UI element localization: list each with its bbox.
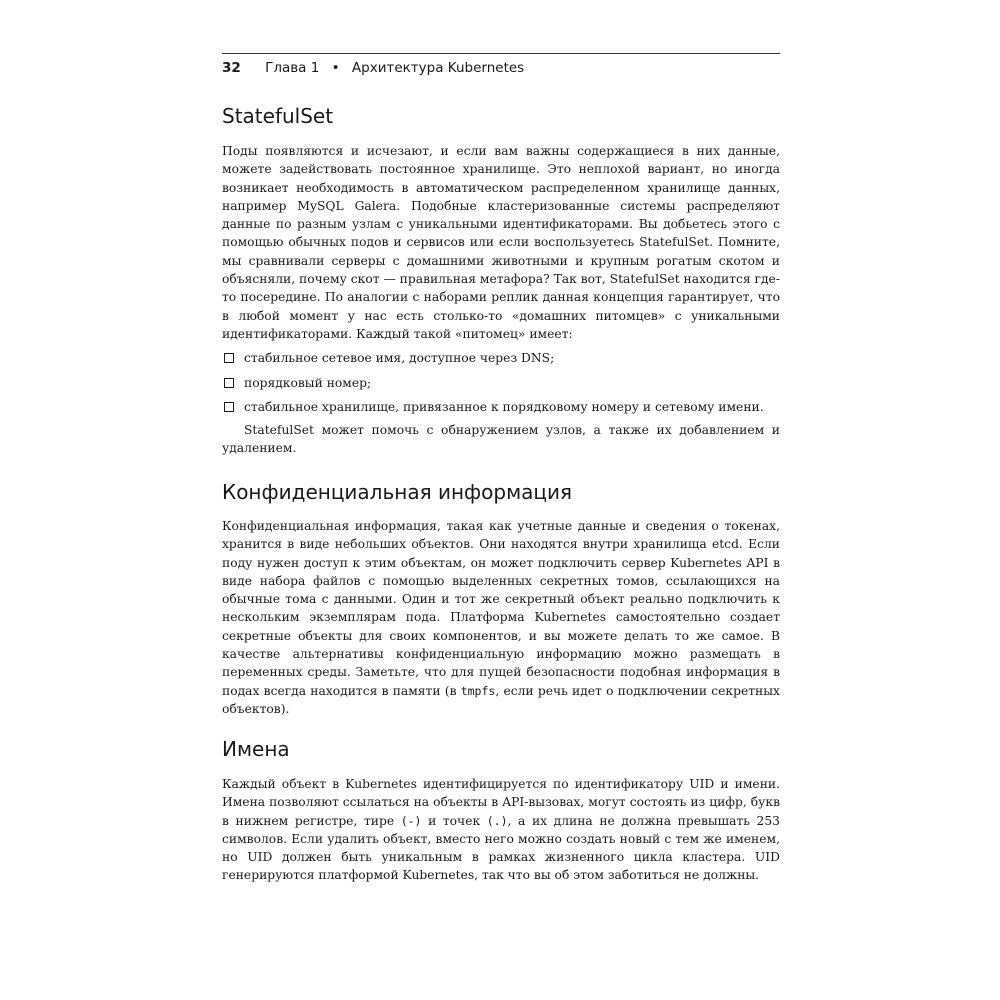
header-rule: [222, 53, 780, 54]
list-item-text: стабильное сетевое имя, доступное через DNS;: [244, 351, 555, 365]
dot-code: (.): [486, 813, 508, 828]
names-text-2: и точек: [421, 813, 487, 828]
page-number: 32: [222, 60, 241, 76]
tmpfs-code: tmpfs: [460, 683, 496, 698]
secrets-text: Конфиденциальная информация, такая как учетные данные и сведения о токенах, хранится в виде небольших объектов. Они находятся внутри хранилища etcd. Если поду нужен доступ к этим объектам, он может подключить сервер Kubernetes API в виде набора файлов с помощью выделенных секретных томов, ссылающихся на обычные тома с данными. Один и тот же секретный объект реально подключить к нескольким экземплярам пода. Платформа Kubernetes самостоятельно создает секретные объекты для своих компонентов, и вы можете делать то же самое. В качестве альтернативы конфиденциальную информацию можно размещать в переменных среды. Заметьте, что для пущей безопасности подобная информация в подах всегда находится в памяти (в: [222, 519, 780, 698]
list-item-text: порядковый номер;: [244, 375, 372, 390]
chapter-title: Архитектура Kubernetes: [351, 60, 525, 76]
list-item: [222, 374, 780, 399]
heading-statefulset: StatefulSet: [222, 104, 334, 128]
dash-code: (-): [400, 813, 422, 828]
names-text-1: Каждый объект в Kubernetes идентифицируется по идентификатору UID и имени. Имена позволяют ссылаться на объекты в API-вызовах, могут состоять из цифр, букв в нижнем регистре, тире: [222, 777, 780, 828]
list-item-text: стабильное хранилище, привязанное к порядковому номеру и сетевому имени.: [244, 400, 764, 414]
running-head: [222, 60, 524, 76]
heading-names: Имена: [222, 737, 290, 761]
names-paragraph: [222, 775, 780, 885]
checkbox-bullet-icon: [224, 378, 234, 388]
statefulset-paragraph-2: StatefulSet может помочь с обнаружением узлов, а также их добавлением и удалением.: [222, 423, 780, 456]
checkbox-bullet-icon: [224, 353, 234, 363]
statefulset-list: [222, 349, 780, 423]
secrets-paragraph: [222, 517, 780, 718]
list-item: [222, 398, 780, 423]
names-text-3: , а их длина не должна превышать 253 символов. Если удалить объект, вместо него можно создать новый с тем же именем, но UID должен быть уникальным в рамках жизненного цикла кластера. UID генерируются платформой Kubernetes, так что вы об этом заботиться не должны.: [222, 813, 780, 883]
header-separator: •: [331, 60, 340, 76]
secrets-text-end: , если речь идет о подключении секретных объектов).: [222, 683, 780, 716]
statefulset-paragraph: Поды появляются и исчезают, и если вам важны содержащиеся в них данные, можете задействовать постоянное хранилище. Это неплохой вариант, но иногда возникает необходимость в автоматическом распределенном хранилище данных, например MySQL Galera. Подобные кластеризованные системы распределяют данные по разным узлам с уникальными идентификаторами. Вы добьетесь этого с помощью обычных подов и сервисов или если воспользуетесь StatefulSet. Помните, мы сравнивали серверы с домашними животными и крупным рогатым скотом и объясняли, почему скот — правильная метафора? Так вот, StatefulSet находится где-то посередине. По аналогии с наборами реплик данная концепция гарантирует, что в любой момент у нас есть столько-то «домашних питомцев» с уникальными идентификаторами. Каждый такой «питомец» имеет:: [222, 144, 780, 341]
heading-secrets: Конфиденциальная информация: [222, 480, 573, 504]
list-item: [222, 349, 780, 374]
chapter-label: Глава 1: [265, 60, 320, 76]
checkbox-bullet-icon: [224, 402, 234, 412]
